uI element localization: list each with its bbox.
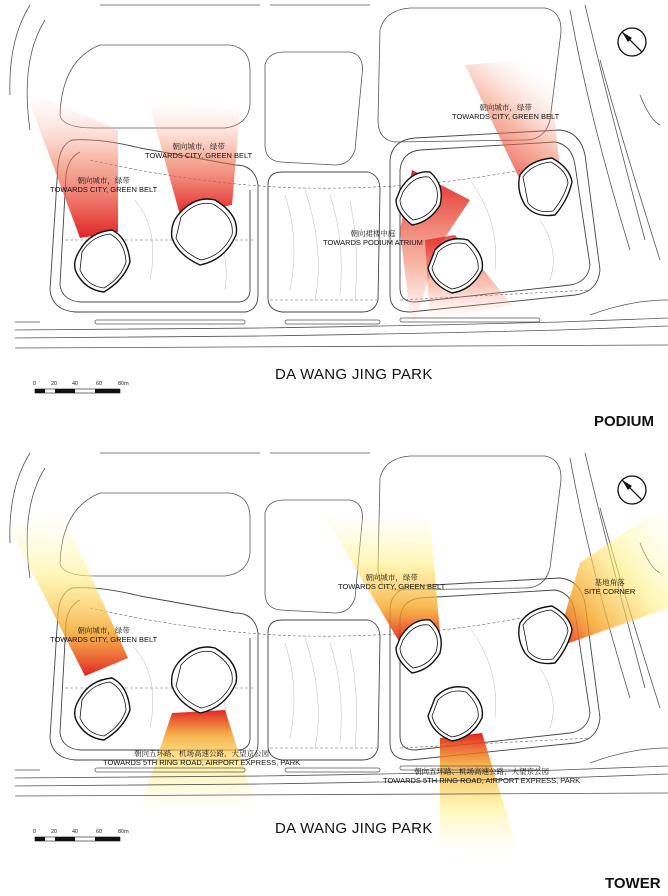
glow-4: [555, 503, 668, 648]
scale-20: 20: [51, 829, 58, 835]
scale-80: 80m: [118, 381, 129, 387]
scale-80: 80m: [118, 829, 129, 835]
scale-bar: [35, 837, 120, 841]
city-blocks: [10, 453, 660, 708]
label-site-corner: 基地角落 SITE CORNER: [584, 578, 636, 596]
tower-panel: [0, 448, 668, 896]
podium-title: PODIUM: [594, 413, 654, 430]
scale-20: 20: [51, 381, 58, 387]
label-city-green-belt-1: 朝向城市，绿带 TOWARDS CITY, GREEN BELT: [50, 176, 158, 194]
scale-40: 40: [72, 829, 79, 835]
roads: [15, 300, 668, 348]
label-city-green-belt-1: 朝向城市，绿带 TOWARDS CITY, GREEN BELT: [50, 626, 158, 644]
label-city-green-belt-3: 朝向城市，绿带 TOWARDS CITY, GREEN BELT: [452, 103, 560, 121]
glow-1: [10, 508, 128, 676]
tower-title: TOWER: [605, 875, 661, 892]
north-arrow-icon: [618, 28, 646, 56]
park-label: DA WANG JING PARK: [275, 366, 433, 383]
glow-1: [25, 90, 118, 238]
label-podium-atrium: 朝向裙楼中庭 TOWARDS PODIUM ATRIUM: [323, 229, 423, 247]
north-arrow-icon: [618, 476, 646, 504]
park-label: DA WANG JING PARK: [275, 820, 433, 837]
scale-0: 0: [33, 381, 37, 387]
label-city-green-belt-2: 朝向城市，绿带 TOWARDS CITY, GREEN BELT: [338, 573, 446, 591]
label-city-green-belt-2: 朝向城市，绿带 TOWARDS CITY, GREEN BELT: [145, 142, 253, 160]
glow-5: [440, 733, 520, 858]
label-ring-road-1: 朝向五环路、机场高速公路、大望京公园 TOWARDS 5TH RING ROAD, AIRPORT EXPRESS, PARK: [103, 749, 301, 767]
scale-bar: [35, 389, 120, 393]
scale-60: 60: [96, 829, 103, 835]
site-boundaries: [50, 578, 600, 760]
label-ring-road-2: 朝向五环路、机场高速公路、大望京公园 TOWARDS 5TH RING ROAD, AIRPORT EXPRESS, PARK: [383, 767, 581, 785]
scale-0: 0: [33, 829, 37, 835]
scale-40: 40: [72, 381, 79, 387]
scale-60: 60: [96, 381, 103, 387]
